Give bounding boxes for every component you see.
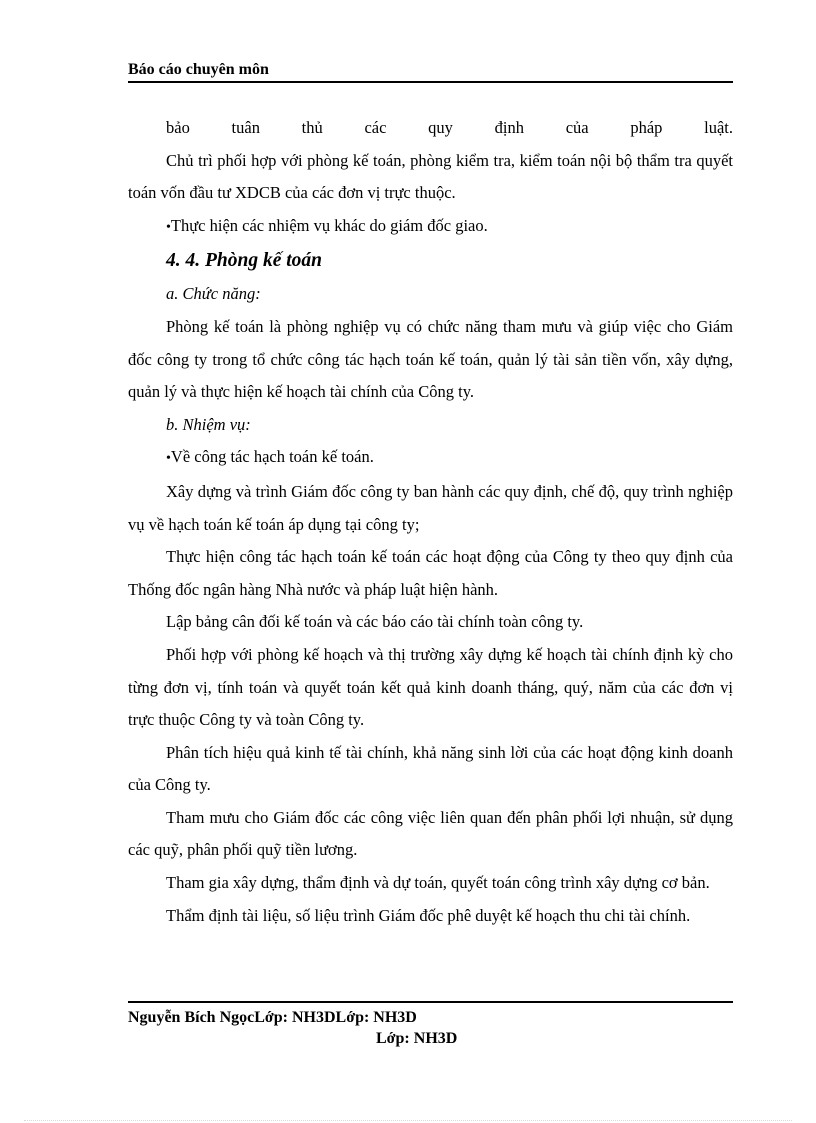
section-heading: 4. 4. Phòng kế toán bbox=[166, 250, 323, 272]
bullet-item bbox=[128, 210, 733, 245]
bullet-icon: • bbox=[166, 219, 171, 235]
paragraph: Tham mưu cho Giám đốc các công việc liên quan đến phân phối lợi nhuận, sử dụng các quỹ, phân phối quỹ tiền lương. bbox=[128, 807, 733, 860]
footer-author: Nguyễn Bích NgọcLớp: NH3DLớp: NH3D bbox=[128, 1009, 417, 1026]
paragraph: Thẩm định tài liệu, số liệu trình Giám đốc phê duyệt kế hoạch thu chi tài chính. bbox=[166, 905, 691, 925]
bullet-icon: • bbox=[166, 451, 171, 467]
paragraph: Chủ trì phối hợp với phòng kế toán, phòng kiểm tra, kiểm toán nội bộ thẩm tra quyết toán vốn đầu tư XDCB của các đơn vị trực thuộc. bbox=[128, 150, 733, 203]
continuation-paragraph: bảo tuân thủ các quy định của pháp luật. bbox=[166, 118, 733, 137]
page-header-title: Báo cáo chuyên môn bbox=[128, 61, 269, 78]
paragraph: Phòng kế toán là phòng nghiệp vụ có chức năng tham mưu và giúp việc cho Giám đốc công ty trong tổ chức công tác hạch toán kế toán, quản lý tài sản tiền vốn, xây dựng, quản lý và thực hiện kế hoạch tài chính của Công ty. bbox=[128, 316, 733, 402]
bullet-text: Về công tác hạch toán kế toán. bbox=[170, 447, 374, 467]
footer-class: Lớp: NH3D bbox=[376, 1030, 458, 1047]
document-body bbox=[128, 112, 733, 932]
page-edge bbox=[24, 1120, 792, 1121]
footer-divider bbox=[128, 1001, 733, 1003]
bullet-text: Thực hiện các nhiệm vụ khác do giám đốc giao. bbox=[170, 215, 488, 235]
paragraph: Tham gia xây dựng, thẩm định và dự toán, quyết toán công trình xây dựng cơ bản. bbox=[166, 873, 710, 893]
paragraph: Phối hợp với phòng kế hoạch và thị trường xây dựng kế hoạch tài chính định kỳ cho từng đơn vị, tính toán và quyết toán kết quả kinh doanh tháng, quý, năm của các đơn vị trực thuộc Công ty và toàn Công ty. bbox=[128, 644, 733, 730]
header-divider bbox=[128, 81, 733, 83]
paragraph: Lập bảng cân đối kế toán và các báo cáo tài chính toàn công ty. bbox=[166, 612, 584, 632]
paragraph: Thực hiện công tác hạch toán kế toán các hoạt động của Công ty theo quy định của Thống đốc ngân hàng Nhà nước và pháp luật hiện hành. bbox=[128, 547, 733, 599]
bullet-item bbox=[128, 441, 733, 476]
subheading-function: a. Chức năng: bbox=[166, 284, 261, 304]
paragraph: Phân tích hiệu quả kinh tế tài chính, khả năng sinh lời của các hoạt động kinh doanh của Công ty. bbox=[128, 742, 733, 795]
paragraph: Xây dựng và trình Giám đốc công ty ban hành các quy định, chế độ, quy trình nghiệp vụ về hạch toán kế toán áp dụng tại công ty; bbox=[128, 481, 733, 534]
subheading-duties: b. Nhiệm vụ: bbox=[166, 414, 251, 434]
